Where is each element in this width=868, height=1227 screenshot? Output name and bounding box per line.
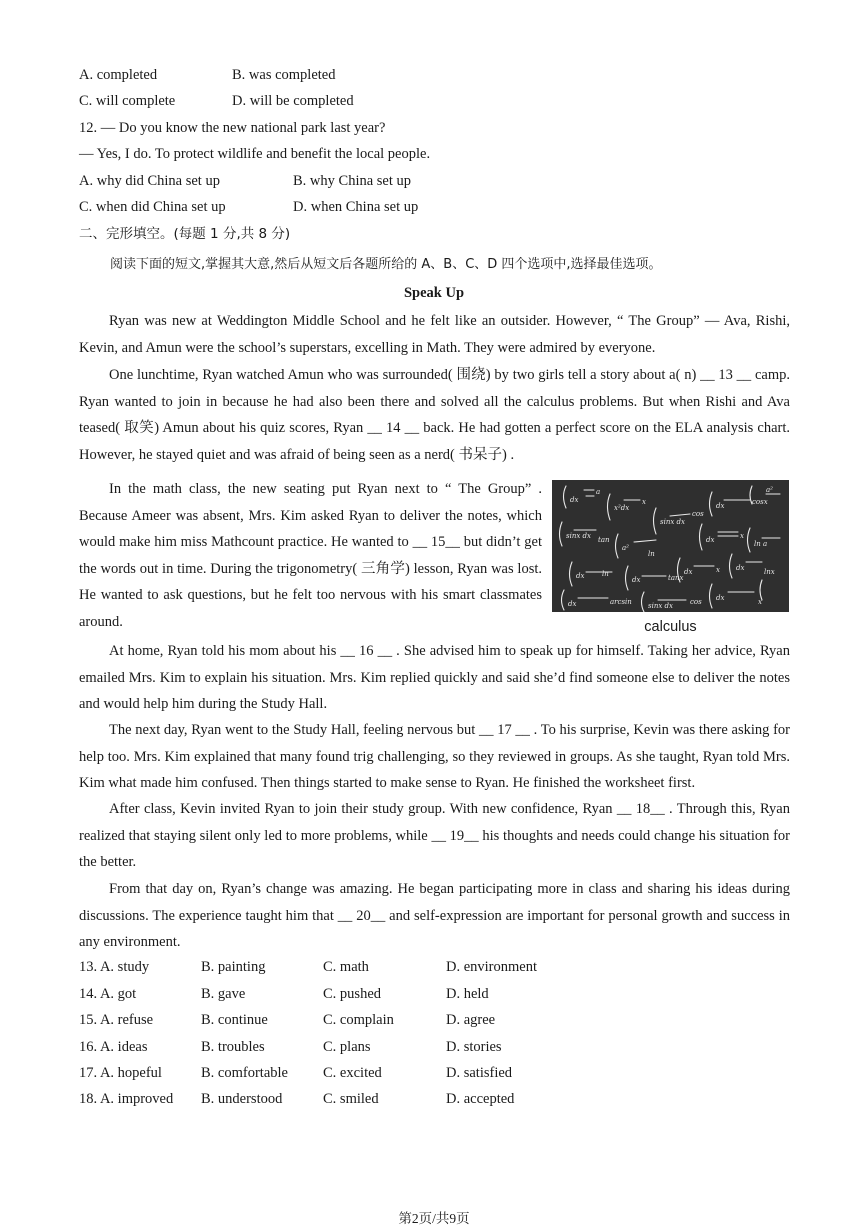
svg-text:dx: dx (568, 600, 577, 608)
passage-paragraph-1: Ryan was new at Weddington Middle School and he felt like an outsider. However, “ The Group” — Ava, Rishi, Kevin, and Amun were the school’s superstars, excelling in Math. They were admired by everyone. (79, 313, 790, 356)
svg-text:dx: dx (716, 502, 725, 510)
svg-text:a²: a² (766, 486, 773, 494)
svg-text:dx: dx (716, 594, 725, 602)
svg-text:dx: dx (706, 536, 715, 544)
option-c: C. pushed (323, 986, 381, 1002)
svg-text:x: x (740, 532, 744, 540)
svg-text:sinx dx: sinx dx (648, 602, 673, 610)
svg-text:x²dx: x²dx (614, 504, 630, 512)
option-a: 13. A. study (79, 959, 150, 975)
option-b: B. troubles (201, 1039, 265, 1055)
svg-text:x: x (716, 566, 720, 574)
passage-paragraph-2: One lunchtime, Ryan watched Amun who was surrounded( 围绕) by two girls tell a story about a( n) __ 13 __ camp. Ryan wanted to join in because he had also been there and solved all the calculus problems. But when Rishi and Ava teased( 取笑) Amun about his quiz scores, Ryan __ 14 __ back. He had gotten a perfect score on the ELA analysis chart. However, he stayed quiet and was afraid of being seen as a nerd( 书呆子) . (79, 367, 790, 463)
q11-option-b: B. was completed (232, 67, 336, 83)
page-number: 第2页/共9页 (398, 1211, 470, 1226)
svg-text:sinx dx: sinx dx (660, 518, 685, 526)
svg-text:tan: tan (598, 536, 610, 544)
svg-text:cosx: cosx (752, 498, 768, 506)
section-heading: 二、完形填空。(每题 1 分,共 8 分) (79, 226, 291, 242)
q12-option-a: A. why did China set up (79, 173, 220, 189)
option-a: 17. A. hopeful (79, 1065, 162, 1081)
option-b: B. comfortable (201, 1065, 288, 1081)
passage-paragraph-3: In the math class, the new seating put Ryan next to “ The Group” . Because Ameer was absent, Mrs. Kim asked Ryan to deliver the notes, which would make him miss Mathcount practice. He wanted to __ 15__ but didn’t get the words out in time. During the trigonometry( 三角学) lesson, Ryan was lost. He wanted to ask questions, but he felt too nervous with his smart classmates around. (79, 481, 542, 630)
option-c: C. excited (323, 1065, 382, 1081)
option-d: D. stories (446, 1039, 502, 1055)
option-b: B. gave (201, 986, 246, 1002)
svg-text:sinx dx: sinx dx (566, 532, 591, 540)
option-d: D. environment (446, 959, 538, 975)
svg-text:a: a (596, 488, 601, 496)
passage-paragraph-6: After class, Kevin invited Ryan to join their study group. With new confidence, Ryan __ 18__ . Through this, Ryan realized that staying silent only led to more problems, while __ 19__ his thoughts and needs could change his situation for the better. (79, 801, 790, 871)
svg-text:cos: cos (690, 598, 702, 606)
option-c: C. smiled (323, 1091, 379, 1107)
passage-paragraph-7: From that day on, Ryan’s change was amazing. He began participating more in class and sharing his ideas during discussions. The experience taught him that __ 20__ and self-expression are important for personal growth and success in any environment. (79, 881, 790, 951)
svg-text:dx: dx (632, 576, 641, 584)
q12-option-b: B. why China set up (293, 173, 412, 189)
option-d: D. held (446, 986, 489, 1002)
svg-text:tanx: tanx (668, 574, 684, 582)
calculus-formulas-illustration (552, 480, 789, 612)
option-a: 15. A. refuse (79, 1012, 154, 1028)
q12-option-c: C. when did China set up (79, 199, 226, 215)
svg-text:dx: dx (684, 568, 693, 576)
svg-text:ln: ln (602, 570, 609, 578)
svg-text:ln a: ln a (754, 540, 768, 548)
q11-option-a: A. completed (79, 67, 158, 83)
svg-text:arcsin: arcsin (610, 598, 632, 606)
option-d: D. agree (446, 1012, 496, 1028)
image-caption: calculus (644, 619, 697, 635)
q12-answer: — Yes, I do. To protect wildlife and benefit the local people. (79, 146, 431, 162)
q11-option-d: D. will be completed (232, 93, 354, 109)
option-b: B. understood (201, 1091, 283, 1107)
section-instruction: 阅读下面的短文,掌握其大意,然后从短文后各题所给的 A、B、C、D 四个选项中,选择最佳选项。 (110, 257, 662, 272)
passage-title: Speak Up (403, 285, 465, 301)
option-d: D. accepted (446, 1091, 515, 1107)
svg-text:x: x (758, 598, 762, 606)
option-a: 14. A. got (79, 986, 137, 1002)
svg-text:a²: a² (622, 544, 629, 552)
option-a: 18. A. improved (79, 1091, 174, 1107)
option-a: 16. A. ideas (79, 1039, 148, 1055)
option-b: B. continue (201, 1012, 268, 1028)
svg-text:x: x (642, 498, 646, 506)
q12-question: 12. — Do you know the new national park last year? (79, 120, 386, 136)
svg-text:lnx: lnx (764, 568, 775, 576)
svg-text:cos: cos (692, 510, 704, 518)
svg-text:ln: ln (648, 550, 655, 558)
svg-text:dx: dx (576, 572, 585, 580)
calculus-chalkboard-image (552, 480, 789, 612)
q11-option-c: C. will complete (79, 93, 176, 109)
option-d: D. satisfied (446, 1065, 513, 1081)
q12-option-d: D. when China set up (293, 199, 419, 215)
option-b: B. painting (201, 959, 266, 975)
svg-text:dx: dx (570, 496, 579, 504)
option-c: C. math (323, 959, 369, 975)
option-c: C. complain (323, 1012, 394, 1028)
passage-paragraph-4: At home, Ryan told his mom about his __ 16 __ . She advised him to speak up for himself. Taking her advice, Ryan emailed Mrs. Kim to explain his situation. Mrs. Kim replied quickly and said she’d find someone else to deliver the notes and would help him during the Study Hall. (79, 643, 790, 713)
option-c: C. plans (323, 1039, 371, 1055)
passage-paragraph-5: The next day, Ryan went to the Study Hall, feeling nervous but __ 17 __ . To his surprise, Kevin was there asking for help too. Mrs. Kim explained that many found trig challenging, so they reviewed in groups. As she taught, Ryan told Mrs. Kim what made him confused. Then things started to make sense to Ryan. He finished the worksheet first. (79, 722, 790, 792)
svg-text:dx: dx (736, 564, 745, 572)
